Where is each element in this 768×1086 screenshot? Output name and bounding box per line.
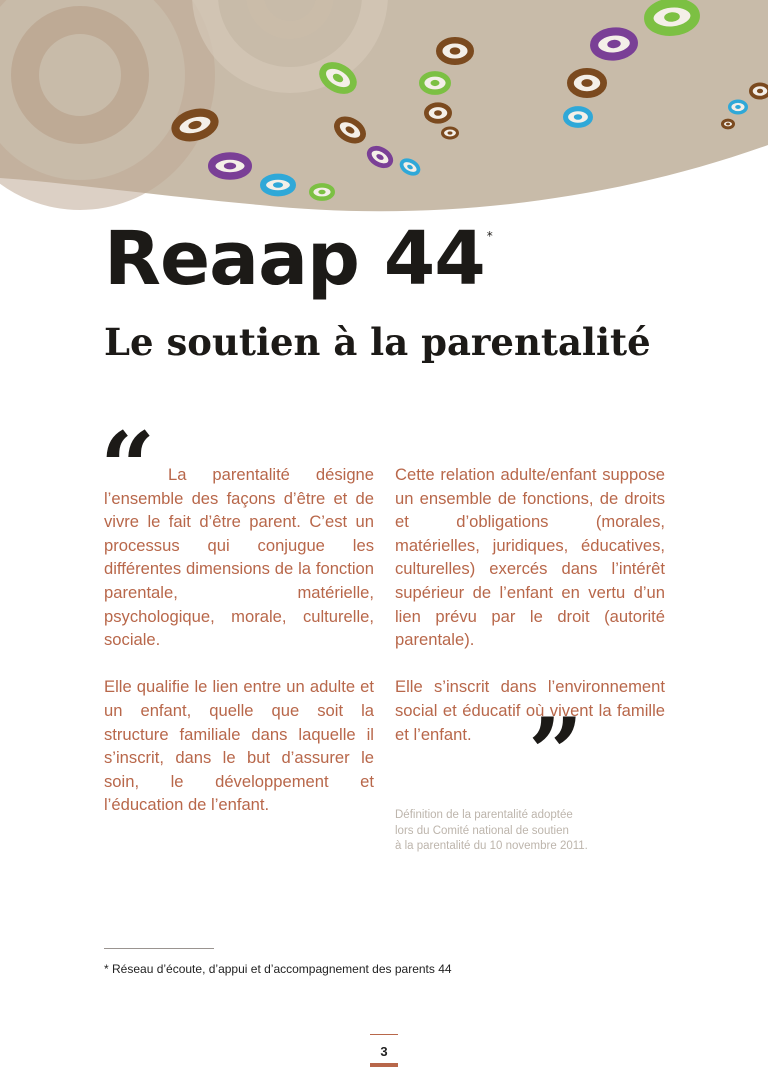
ring-center-decoration — [431, 80, 440, 86]
quote-left-column — [104, 463, 374, 841]
ring-center-decoration — [434, 110, 442, 116]
quote-paragraph: Elle qualifie le lien entre un adulte et un enfant, quelle que soit la structure familiale dans laquelle il s’inscrit, dans le but d’assurer le soin, le développement et l’éducation de l’enfant. — [104, 677, 374, 815]
open-quote-icon: “ — [100, 411, 156, 524]
ring-center-decoration — [735, 105, 741, 109]
footnote-divider — [104, 948, 214, 949]
close-quote-icon: ” — [528, 697, 584, 810]
quote-paragraph: La parentalité désigne l’ensemble des façons d’être et de vivre le fait d’être parent. C’est un processus qui conjugue les différentes dimensions de la fonction parentale, matérielle, psychologique, morale, culturelle, sociale. — [104, 465, 374, 650]
ring-center-decoration — [318, 190, 325, 194]
ring-center-decoration — [574, 114, 582, 120]
page-title: Reaap 44 * — [104, 216, 492, 302]
ring-center-decoration — [224, 163, 236, 170]
source-line: Définition de la parentalité adoptée — [395, 809, 573, 821]
title-asterisk: * — [486, 229, 492, 243]
page-number: 3 — [370, 1034, 398, 1059]
source-line: lors du Comité national de soutien — [395, 824, 569, 837]
quote-paragraph: Elle s’inscrit dans l’environnement social et éducatif où vivent la famille et l’enfant. — [395, 677, 665, 744]
quote-paragraph: Cette relation adulte/enfant suppose un ensemble de fonctions, de droits et d’obligations (morales, matérielles, juridiques, éducatives, culturelles) exercés dans l’intérêt supérieur de l’enfant en vertu d’un lien prévu par le droit (autorité parentale). — [395, 465, 665, 650]
ring-center-decoration — [726, 123, 730, 126]
source-line: à la parentalité du 10 novembre 2011. — [395, 840, 588, 852]
ring-center-decoration — [273, 182, 283, 188]
decorative-banner — [0, 0, 768, 230]
footnote: * Réseau d’écoute, d’appui et d’accompagnement des parents 44 — [104, 962, 452, 976]
ring-center-decoration — [450, 47, 461, 54]
ring-center-decoration — [757, 89, 763, 93]
ring-center-decoration — [447, 131, 452, 134]
page-subtitle: Le soutien à la parentalité — [104, 320, 651, 364]
ring-center-decoration — [581, 79, 592, 87]
page-number-bar — [370, 1063, 398, 1067]
quote-source — [395, 808, 655, 855]
